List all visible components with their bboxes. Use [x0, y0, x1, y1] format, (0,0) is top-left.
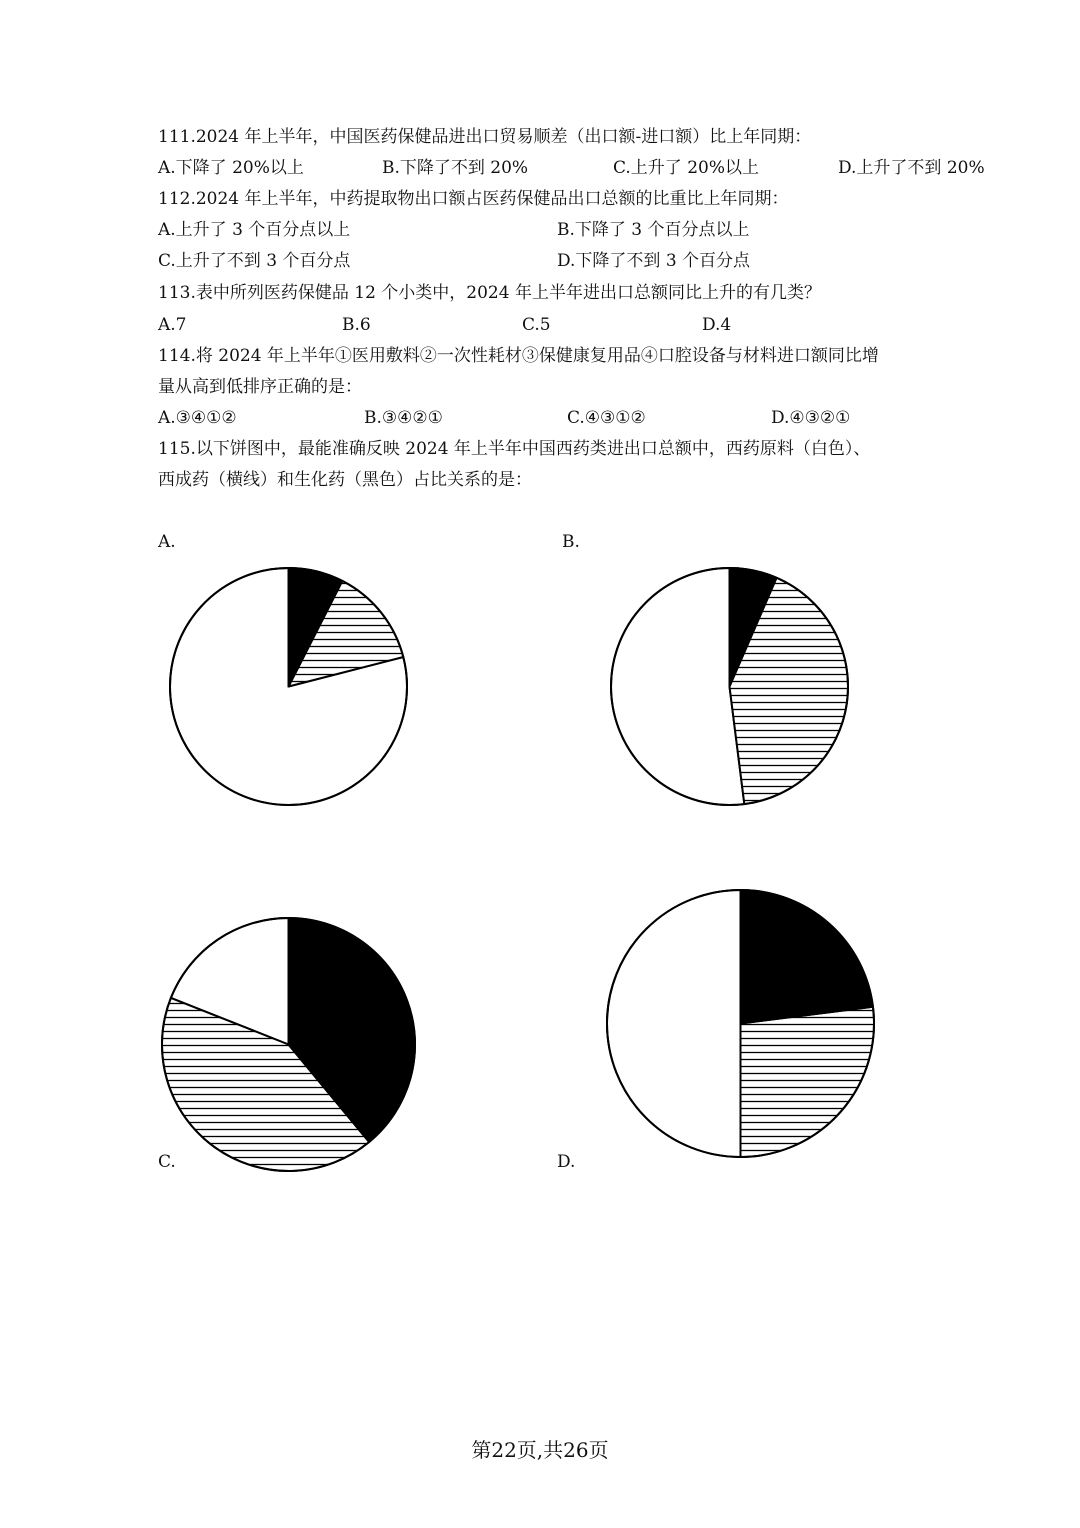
question-113-option-c: C.5: [522, 315, 551, 335]
pie-c-label: C.: [158, 1152, 176, 1172]
question-113-option-b: B.6: [342, 315, 371, 335]
pie-b-label: B.: [562, 532, 580, 552]
page-footer: 第22页,共26页: [471, 1438, 609, 1462]
pie-d-slice-white: [607, 890, 741, 1157]
question-115-stem-line-2: 西成药（横线）和生化药（黑色）占比关系的是：: [158, 470, 532, 490]
pie-chart-a: [168, 566, 409, 807]
question-112-stem: 112.2024 年上半年，中药提取物出口额占医药保健品出口总额的比重比上年同期：: [158, 189, 789, 209]
question-114-option-b: B.③④②①: [364, 408, 443, 428]
question-114-option-d: D.④③②①: [771, 408, 851, 428]
pie-chart-d: [605, 888, 876, 1159]
question-111-stem: 111.2024 年上半年，中国医药保健品进出口贸易顺差（出口额-进口额）比上年同期：: [158, 127, 812, 147]
question-111-option-c: C.上升了 20%以上: [613, 158, 759, 178]
question-114-option-c: C.④③①②: [567, 408, 646, 428]
pie-d-label: D.: [557, 1152, 576, 1172]
question-112-option-a: A.上升了 3 个百分点以上: [158, 220, 351, 240]
question-115-stem-line-1: 115.以下饼图中，最能准确反映 2024 年上半年中国西药类进出口总额中，西药原料（白色）、: [158, 439, 871, 459]
pie-b-slice-white: [611, 568, 744, 805]
question-111-option-b: B.下降了不到 20%: [382, 158, 529, 178]
pie-chart-c: [160, 916, 417, 1173]
question-112-option-d: D.下降了不到 3 个百分点: [557, 251, 751, 271]
pie-d-slice-hatch: [741, 1007, 875, 1157]
question-113-option-a: A.7: [158, 315, 187, 335]
pie-d-slice-black: [741, 890, 873, 1024]
question-112-option-b: B.下降了 3 个百分点以上: [557, 220, 750, 240]
question-113-stem: 113.表中所列医药保健品 12 个小类中，2024 年上半年进出口总额同比上升的有几类？: [158, 283, 821, 303]
pie-chart-b: [609, 566, 850, 807]
question-113-option-d: D.4: [702, 315, 732, 335]
question-114-stem-line-1: 114.将 2024 年上半年①医用敷料②一次性耗材③保健康复用品④口腔设备与材料进口额同比增: [158, 346, 879, 366]
question-114-stem-line-2: 量从高到低排序正确的是：: [158, 377, 362, 397]
question-111-option-d: D.上升了不到 20%: [838, 158, 985, 178]
question-114-option-a: A.③④①②: [158, 408, 237, 428]
question-112-option-c: C.上升了不到 3 个百分点: [158, 251, 351, 271]
pie-a-label: A.: [158, 532, 176, 552]
question-111-option-a: A.下降了 20%以上: [158, 158, 304, 178]
